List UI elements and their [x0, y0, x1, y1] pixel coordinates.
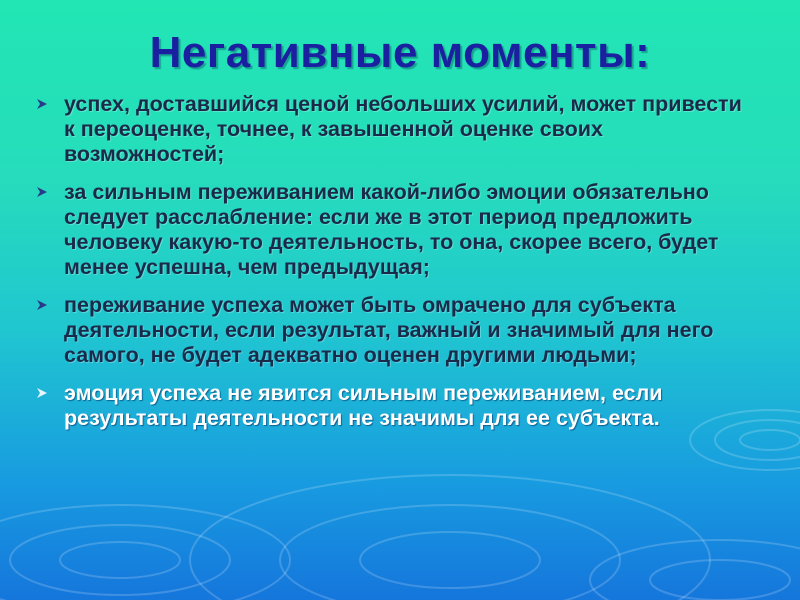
- bullet-item: [36, 180, 756, 280]
- chevron-right-arrow-icon: [36, 387, 48, 399]
- bullet-item: [36, 293, 756, 368]
- bullet-text: успех, доставшийся ценой небольших усилий, может привести к переоценке, точнее, к завышенной оценке своих возможностей;: [64, 92, 742, 166]
- bullet-list: [36, 92, 756, 444]
- chevron-right-arrow-icon: [36, 98, 48, 110]
- bullet-item: [36, 92, 756, 167]
- slide-title: Негативные моменты:: [149, 28, 651, 77]
- bullet-text: эмоция успеха не явится сильным переживанием, если результаты деятельности не значимы для ее субъекта.: [64, 381, 663, 430]
- bullet-text: за сильным переживанием какой-либо эмоции обязательно следует расслабление: если же в этот период предложить человеку какую-то деятельность, то она, скорее всего, будет менее успешна, чем предыдущая;: [64, 180, 719, 279]
- chevron-right-arrow-icon: [36, 186, 48, 198]
- bullet-text: переживание успеха может быть омрачено для субъекта деятельности, если результат, важный и значимый для него самого, не будет адекватно оценен другими людьми;: [64, 293, 714, 367]
- chevron-right-arrow-icon: [36, 299, 48, 311]
- bullet-item: [36, 381, 756, 431]
